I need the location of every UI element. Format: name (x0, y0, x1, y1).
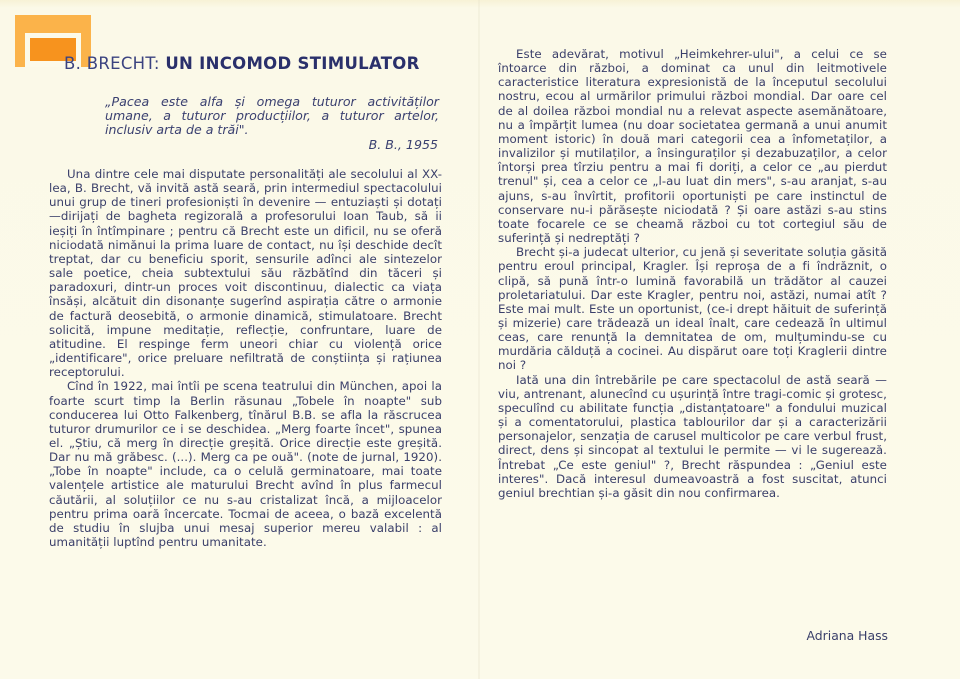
paragraph: Cînd în 1922, mai întîi pe scena teatrului din München, apoi la foarte scurt timp la Berlin răsunau „Tobele în noapte" sub conducerea lui Otto Falkenberg, tînărul B.B. se afla la răscrucea tuturor drumurilor ce i se deschidea. „Merg foarte încet", spunea el. „Știu, că merg în direcție greșită. Orice direcție este greșită. Dar nu mă grăbesc. (...). Merg ca pe ouă". (note de jurnal, 1920). „Tobe în noapte" include, ca o celulă germinatoare, mai toate valențele artistice ale maturului Brecht avînd în plus farmecul căutării, al soluțiilor ce nu s-au cristalizat încă, a mijloacelor pentru prima oară încercate. Tocmai de aceea, o bază excelentă de studiu în slujba unui mesaj superior mereu valabil : al umanității luptînd pentru umanitate. (49, 379, 442, 550)
motto-quote: „Pacea este alfa și omega tuturor activităților umane, a tuturor producțiilor, a tuturor artelor, inclusiv arta de a trăi". (105, 94, 439, 137)
article-title (64, 54, 420, 73)
left-column (49, 167, 442, 549)
paragraph: Brecht și-a judecat ulterior, cu jenă și severitate soluția găsită pentru eroul principal, Kragler. Își reproșa de a fi îndrăznit, o clipă, să pună într-o lumină favorabilă un trădător al cauzei proletariatului. Dar este Kragler, pentru noi, astăzi, numai atît ? Este mai mult. Este un oportunist, (ce-i drept hăituit de suferință și mizerie) care trădează un ideal înalt, care cedează în ultimul ceas, care renunță la demnitatea de om, mulțumindu-se cu murdăria călduță a cocinei. Au dispărut oare toți Kraglerii dintre noi ? (498, 245, 887, 373)
paragraph: Una dintre cele mai disputate personalități ale secolului al XX-lea, B. Brecht, vă invită astă seară, prin intermediul spectacolului unui grup de tineri profesioniști în devenire — entuziaști și dotați —dirijați de bagheta regizorală a profesorului Ioan Taub, să ii ieșiți în întîmpinare ; pentru că Brecht este un dificil, nu se oferă niciodată nimănui la prima luare de contact, nu își deschide decît treptat, dar cu beneficiu sporit, sensurile adînci ale sintezelor sale poetice, cheia subtextului său răzbătînd din tăceri și paradoxuri, dintr-un proces voit discontinuu, dialectic ca viața însăși, alcătuit din disonanțe sugerînd aspirația către o armonie de factură deosebită, o armonie dinamică, stimulatoare. Brecht solicită, impune meditație, reflecție, confruntare, luare de atitudine. El respinge ferm uneori chiar cu violență orice „identificare", orice preluare nefiltrată de conștiința și rațiunea receptorului. (49, 167, 442, 380)
motto-attribution: B. B., 1955 (368, 137, 438, 152)
page-fold (478, 0, 480, 679)
title-main: UN INCOMOD STIMULATOR (165, 54, 420, 73)
right-column (498, 47, 887, 500)
paragraph: Iată una din întrebările pe care spectacolul de astă seară — viu, antrenant, alunecînd cu ușurință între tragi-comic și grotesc, speculînd cu abilitate funcția „distanțatoare" a fondului muzical și a comentatorului, plastica tablourilor dar și a caracterizării personajelor, senzația de carusel multicolor pe care verbul frust, direct, dens și sincopat al textului le permite — vi le sugerează. Întrebat „Ce este geniul" ?, Brecht răspundea : „Geniul este interes". Dacă interesul dumeavoastră a fost suscitat, atunci geniul brechtian și-a găsit din nou confirmarea. (498, 372, 887, 500)
paragraph: Este adevărat, motivul „Heimkehrer-ului", a celui ce se întoarce din război, a dominat ca unul din leitmotivele caracteristice literatura expresionistă de la începutul secolului nostru, ecou al urmărilor primului război mondial. Dar oare cel de al doilea război mondial nu a relevat aspecte asemănătoare, nu a împărțit lumea (nu doar societatea germană a unui anumit moment istoric) în două mari categorii cea a înfometaților, a invalizilor și mutilaților, a însinguraților și dezabuzaților, a celor întorși prea tîrziu pentru a mai fi doriți, a celor ce „au pierdut trenul" și, cea a celor ce „l-au luat din mers", s-au aranjat, s-au ajuns, s-au învîrtit, profitorii oportuniști pe care instinctul de conservare nu-i părăsește niciodată ? Și oare astăzi s-au stins toate focarele ce se cheamă război cu tot cortegiul său de suferință și nedreptăți ? (498, 47, 887, 246)
title-prefix: B. BRECHT: (64, 54, 160, 73)
author-signature: Adriana Hass (806, 628, 888, 643)
